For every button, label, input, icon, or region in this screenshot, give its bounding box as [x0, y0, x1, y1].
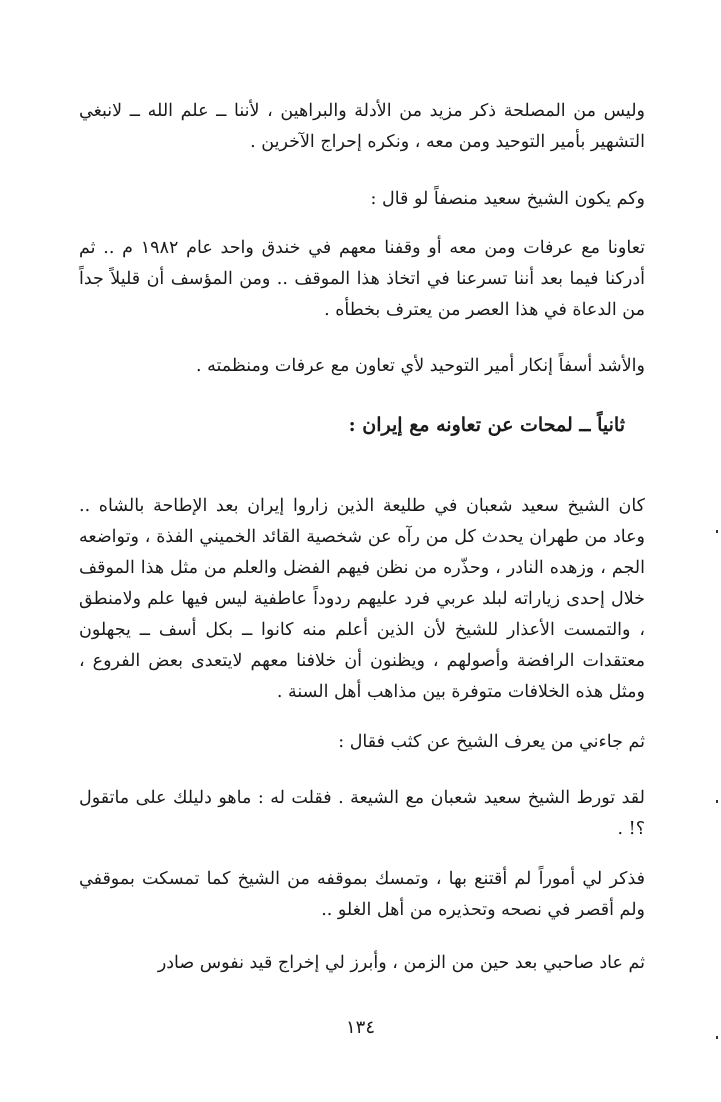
page-number: ١٣٤ [345, 1017, 375, 1038]
paragraph-9: ثم عاد صاحبي بعد حين من الزمن ، وأبرز لي إخراج قيد نفوس صادر [157, 953, 645, 973]
scan-edge-mark [716, 800, 718, 803]
paragraph-2: وكم يكون الشيخ سعيد منصفاً لو قال : [370, 189, 645, 209]
paragraph-5: كان الشيخ سعيد شعبان في طليعة الذين زاروا إيران بعد الإطاحة بالشاه .. وعاد من طهران يحدث كل من رآه عن شخصية القائد الخميني الفذة ، وتواضعه الجم ، وزهده النادر ، وحذّره من نظن فيهم الفضل والعلم من مثل هذا الموقف خلال إحدى زياراته لبلد عربي فرد عليهم ردوداً عاطفية ليس فيها علم ولامنطق ، والتمست الأعذار للشيخ لأن الذين أعلم منه كانوا ــ بكل أسف ــ يجهلون معتقدات الرافضة وأصولهم ، ويظنون أن خلافنا معهم لايتعدى بعض الفروع ، ومثل هذه الخلافات متوفرة بين مذاهب أهل السنة . [79, 496, 645, 702]
paragraph-7: لقد تورط الشيخ سعيد شعبان مع الشيعة . فقلت له : ماهو دليلك على ماتقول ؟! . [79, 788, 645, 839]
paragraph-1: وليس من المصلحة ذكر مزيد من الأدلة والبراهين ، لأننا ــ علم الله ــ لانبغي التشهير بأمير التوحيد ومن معه ، ونكره إحراج الآخرين . [79, 101, 645, 152]
paragraph-3: تعاونا مع عرفات ومن معه أو وقفنا معهم في خندق واحد عام ١٩٨٢ م .. ثم أدركنا فيما بعد أننا تسرعنا في اتخاذ هذا الموقف .. ومن المؤسف أن قليلاً جداً من الدعاة في هذا العصر من يعترف بخطأه . [79, 238, 646, 320]
scan-edge-mark [716, 1036, 718, 1039]
paragraph-8: فذكر لي أموراً لم أقتنع بها ، وتمسك بموقفه من الشيخ كما تمسكت بموقفي ولم أقصر في نصحه وتحذيره من أهل الغلو .. [79, 869, 645, 920]
paragraph-6: ثم جاءني من يعرف الشيخ عن كثب فقال : [338, 732, 645, 752]
scan-edge-mark [716, 530, 718, 533]
paragraph-4: والأشد أسفاً إنكار أمير التوحيد لأي تعاون مع عرفات ومنظمته . [195, 356, 645, 376]
section-heading: ثانياً ــ لمحات عن تعاونه مع إيران : [348, 414, 625, 436]
